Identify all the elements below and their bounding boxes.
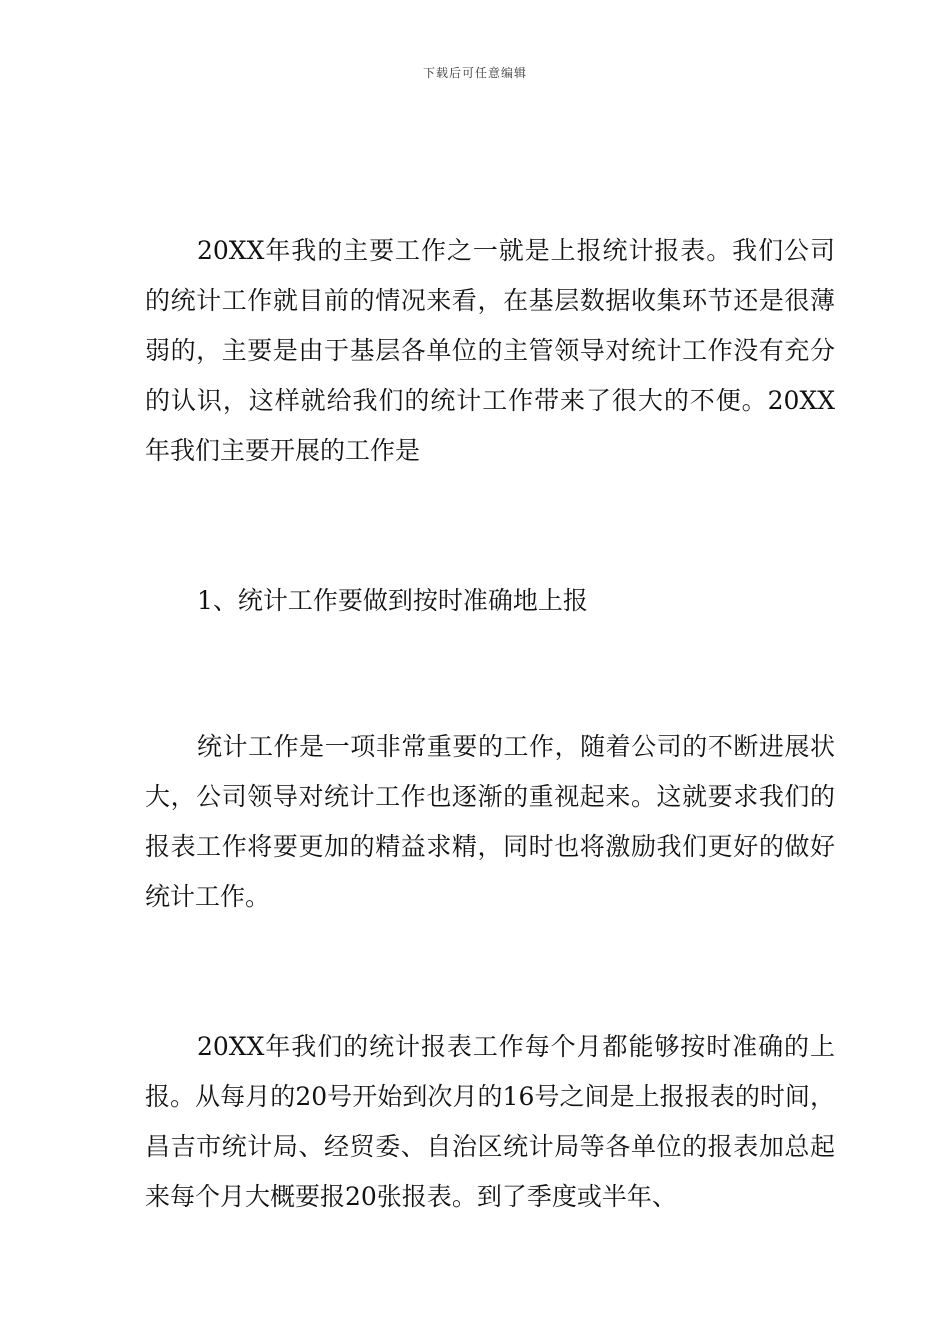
section-heading: 1、统计工作要做到按时准确地上报 — [197, 586, 588, 615]
header-note: 下载后可任意编辑 — [422, 66, 527, 80]
paragraph: 20XX年我们的统计报表工作每个月都能够按时准确的上报。从每月的20号开始到次月的16号之间是上报报表的时间，昌吉市统计局、经贸委、自治区统计局等各单位的报表加总起来每个月大概要报20张报表。到了季度或半年、 — [145, 1032, 835, 1211]
paragraph: 20XX年我的主要工作之一就是上报统计报表。我们公司的统计工作就目前的情况来看，在基层数据收集环节还是很薄弱的，主要是由于基层各单位的主管领导对统计工作没有充分的认识，这样就给我们的统计工作带来了很大的不便。20XX年我们主要开展的工作是 — [145, 236, 835, 465]
paragraph: 统计工作是一项非常重要的工作，随着公司的不断进展状大，公司领导对统计工作也逐渐的重视起来。这就要求我们的报表工作将要更加的精益求精，同时也将激励我们更好的做好统计工作。 — [145, 732, 835, 911]
